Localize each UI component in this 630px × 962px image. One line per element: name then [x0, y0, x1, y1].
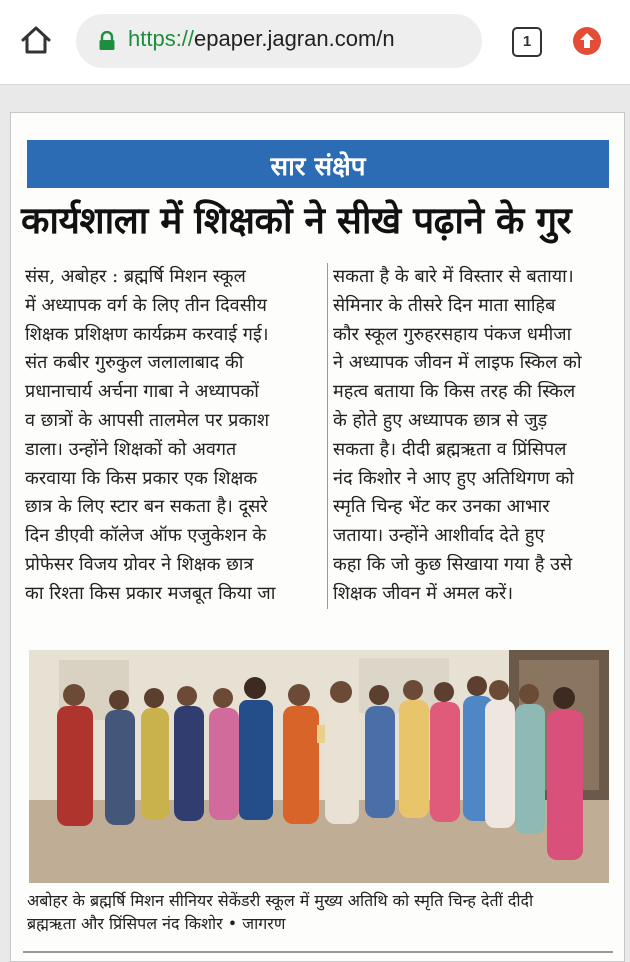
body-line: प्रधानाचार्य अर्चना गाबा ने अध्यापकों — [25, 381, 259, 403]
address-bar[interactable] — [76, 14, 482, 68]
caption-line: ब्रह्मऋता और प्रिंसिपल नंद किशोर • जागरण — [27, 914, 286, 933]
article-column-left — [25, 263, 325, 609]
body-line: संत कबीर गुरुकुल जलालाबाद की — [25, 352, 244, 374]
body-line: डाला। उन्होंने शिक्षकों को अवगत — [25, 438, 237, 460]
browser-toolbar — [0, 0, 630, 85]
url-text — [128, 26, 395, 52]
page-divider — [23, 951, 613, 953]
body-line: व छात्रों के आपसी तालमेल पर प्रकाश — [25, 409, 270, 431]
article-column-right — [333, 263, 615, 609]
body-line: का रिश्ता किस प्रकार मजबूत किया जा — [25, 582, 276, 604]
url-scheme: https:// — [128, 26, 195, 51]
home-icon[interactable] — [18, 22, 54, 58]
body-line: सेमिनार के तीसरे दिन माता साहिब — [333, 294, 556, 316]
caption-line: अबोहर के ब्रह्मर्षि मिशन सीनियर सेकेंडरी स्कूल में मुख्य अतिथि को स्मृति चिन्ह देतीं दीदी — [27, 891, 534, 910]
tab-switcher-icon[interactable]: 1 — [512, 27, 542, 57]
group-photo — [29, 650, 609, 883]
body-line: कौर स्कूल गुरुहरसहाय पंकज धमीजा — [333, 323, 572, 345]
url-domain: epaper.jagran.com/n — [194, 26, 395, 51]
body-line: सकता है। दीदी ब्रह्मऋता व प्रिंसिपल — [333, 438, 567, 460]
photo-caption — [27, 889, 611, 935]
body-line: जताया। उन्होंने आशीर्वाद देते हुए — [333, 525, 545, 547]
section-banner — [27, 140, 609, 188]
body-line: करवाया कि किस प्रकार एक शिक्षक — [25, 467, 258, 489]
body-line: के होते हुए अध्यापक छात्र से जुड़ — [333, 409, 548, 431]
column-divider — [327, 263, 328, 609]
body-line: दिन डीएवी कॉलेज ऑफ एजुकेशन के — [25, 525, 267, 547]
body-line: शिक्षक प्रशिक्षण कार्यक्रम करवाई गई। — [25, 323, 269, 345]
body-line: सकता है के बारे में विस्तार से बताया। — [333, 266, 574, 287]
body-line: शिक्षक जीवन में अमल करें। — [333, 582, 514, 604]
article-headline: कार्यशाला में शिक्षकों ने सीखे पढ़ाने के गुर — [21, 199, 572, 242]
epaper-clipping — [10, 112, 625, 962]
lock-icon — [98, 31, 116, 51]
body-line: कहा कि जो कुछ सिखाया गया है उसे — [333, 553, 573, 575]
body-line: प्रोफेसर विजय ग्रोवर ने शिक्षक छात्र — [25, 553, 254, 575]
body-line: में अध्यापक वर्ग के लिए तीन दिवसीय — [25, 294, 267, 316]
body-line: स्मृति चिन्ह भेंट कर उनका आभार — [333, 496, 550, 518]
body-line: ने अध्यापक जीवन में लाइफ स्किल को — [333, 352, 582, 374]
section-banner-label: सार संक्षेप — [270, 152, 366, 182]
body-line: संस, अबोहर : ब्रह्मर्षि मिशन स्कूल — [25, 266, 246, 287]
body-line: महत्व बताया कि किस तरह की स्किल — [333, 381, 576, 403]
update-available-icon[interactable] — [572, 26, 602, 56]
body-line: छात्र के लिए स्टार बन सकता है। दूसरे — [25, 496, 268, 518]
body-line: नंद किशोर ने आए हुए अतिथिगण को — [333, 467, 574, 489]
